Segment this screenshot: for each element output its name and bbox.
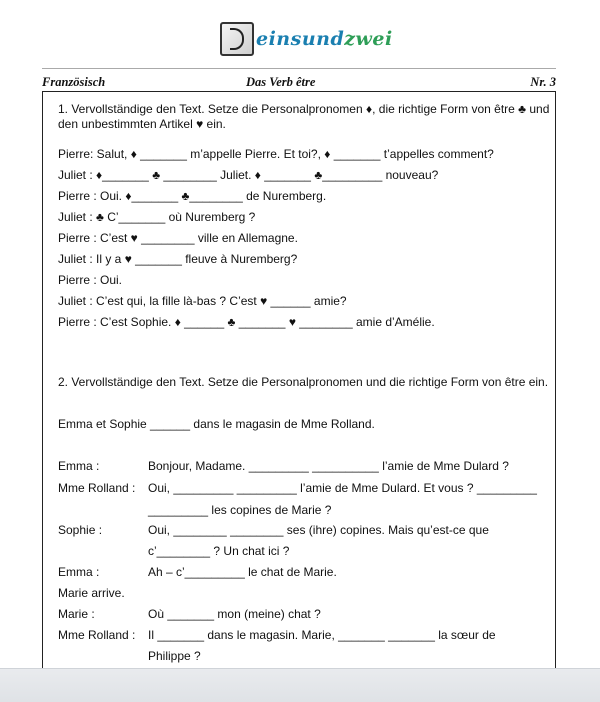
ex1-line: Pierre : C’est ♥ ________ ville en Allemagne. <box>58 231 298 245</box>
ex1-line: Pierre: Salut, ♦ _______ m’appelle Pierre. Et toi?, ♦ _______ t’appelles comment? <box>58 147 494 161</box>
exercise2-intro: Emma et Sophie ______ dans le magasin de Mme Rolland. <box>58 417 375 431</box>
dialogue-text: _________ les copines de Marie ? <box>148 503 332 517</box>
exercise1-instruction: 1. Vervollständige den Text. Setze die Personalpronomen ♦, die richtige Form von être ♣ und den unbestimmten Artikel ♥ ein. <box>58 102 550 131</box>
stage-direction: Marie arrive. <box>58 586 125 600</box>
logo <box>220 20 393 58</box>
viewer-bottom-bar <box>0 668 600 702</box>
exercise2-instruction: 2. Vervollständige den Text. Setze die Personalpronomen und die richtige Form von être ein. <box>58 375 549 389</box>
ex1-line: Juliet : ♦_______ ♣ ________ Juliet. ♦ _______ ♣_________ nouveau? <box>58 168 439 182</box>
exercise-box <box>42 91 556 681</box>
dialogue-speaker: Marie : <box>58 607 95 621</box>
dialogue-text: Où _______ mon (meine) chat ? <box>148 607 321 621</box>
logo-face-icon <box>220 22 254 56</box>
dialogue-speaker: Emma : <box>58 565 100 579</box>
dialogue-text: Oui, ________ ________ ses (ihre) copines. Mais qu’est-ce que <box>148 523 489 537</box>
dialogue-text: Bonjour, Madame. _________ __________ l’amie de Mme Dulard ? <box>148 459 509 473</box>
ex1-line: Juliet : Il y a ♥ _______ fleuve à Nuremberg? <box>58 252 298 266</box>
header-rule <box>42 68 556 69</box>
dialogue-text: Il _______ dans le magasin. Marie, _______ _______ la sœur de <box>148 628 496 642</box>
dialogue-text: Ah – c’_________ le chat de Marie. <box>148 565 337 579</box>
ex1-line: Juliet : ♣ C’_______ où Nuremberg ? <box>58 210 256 224</box>
ex1-line: Pierre : C’est Sophie. ♦ ______ ♣ _______ ♥ ________ amie d’Amélie. <box>58 315 435 329</box>
dialogue-text: Philippe ? <box>148 649 201 663</box>
dialogue-text: c’________ ? Un chat ici ? <box>148 544 290 558</box>
subject: Französisch <box>42 75 106 89</box>
ex1-line: Pierre : Oui. ♦_______ ♣________ de Nuremberg. <box>58 189 327 203</box>
logo-text: einsundzwei <box>256 28 393 50</box>
dialogue-speaker: Emma : <box>58 459 100 473</box>
ex1-line: Pierre : Oui. <box>58 273 123 287</box>
dialogue-speaker: Sophie : <box>58 523 103 537</box>
worksheet-title: Das Verb être <box>246 75 316 89</box>
ex1-line: Juliet : C’est qui, la fille là-bas ? C’est ♥ ______ amie? <box>58 294 347 308</box>
dialogue-speaker: Mme Rolland : <box>58 628 136 642</box>
dialogue-text: Oui, _________ _________ l’amie de Mme Dulard. Et vous ? _________ <box>148 481 537 495</box>
worksheet-number: Nr. 3 <box>530 75 556 89</box>
dialogue-speaker: Mme Rolland : <box>58 481 136 495</box>
